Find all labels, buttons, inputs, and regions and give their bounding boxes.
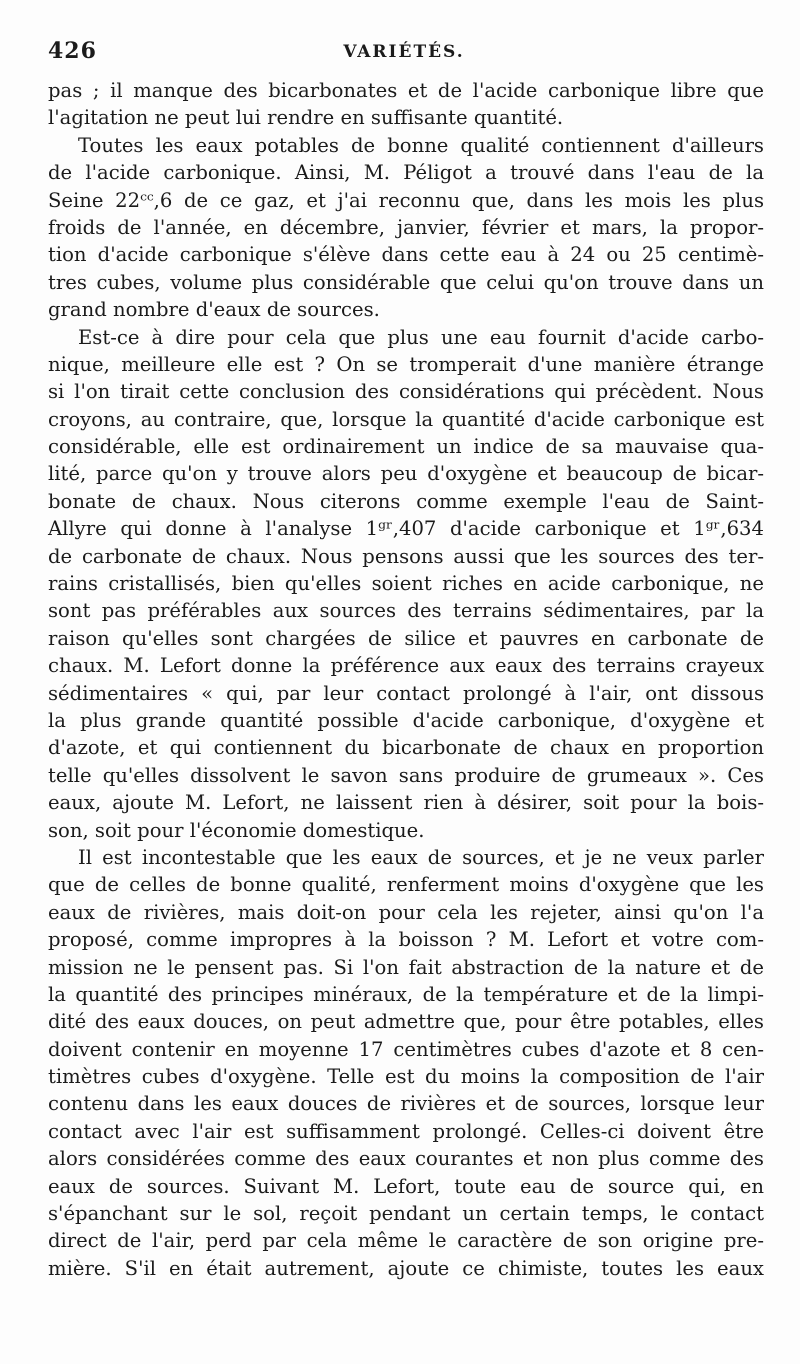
text-line: Il est incontestable que les eaux de sources, et je ne veux parler (78, 845, 764, 869)
text-line: l'agitation ne peut lui rendre en suffisante quantité. (48, 106, 564, 130)
text-line: sédimentaires « qui, par leur contact prolongé à l'air, ont dissous (48, 681, 764, 705)
text-line: de l'acide carbonique. Ainsi, M. Péligot a trouvé dans l'eau de la (48, 161, 764, 185)
text-line: la quantité des principes minéraux, de la température et de la limpi- (48, 982, 764, 1006)
text-line: contenu dans les eaux douces de rivières et de sources, lorsque leur (48, 1092, 764, 1116)
text-line: eaux de rivières, mais doit-on pour cela les rejeter, ainsi qu'on l'a (48, 900, 764, 924)
text-line: considérable, elle est ordinairement un indice de sa mauvaise qua- (48, 435, 764, 459)
text-line: dité des eaux douces, on peut admettre que, pour être potables, elles (48, 1010, 764, 1034)
text-line: proposé, comme impropres à la boisson ? M. Lefort et votre com- (48, 928, 764, 952)
text-line: rains cristallisés, bien qu'elles soient riches en acide carbonique, ne (48, 572, 764, 596)
text-line: mission ne le pensent pas. Si l'on fait abstraction de la nature et de (48, 955, 764, 979)
body-text (48, 77, 764, 1282)
text-line: chaux. M. Lefort donne la préférence aux eaux des terrains crayeux (48, 654, 764, 678)
text-line: bonate de chaux. Nous citerons comme exemple l'eau de Saint- (48, 489, 764, 513)
text-line: tion d'acide carbonique s'élève dans cette eau à 24 ou 25 centimè- (48, 243, 764, 267)
text-line: timètres cubes d'oxygène. Telle est du moins la composition de l'air (48, 1065, 764, 1089)
page-header (48, 38, 760, 78)
text-line: eaux, ajoute M. Lefort, ne laissent rien à désirer, soit pour la bois- (48, 791, 764, 815)
text-line: Est-ce à dire pour cela que plus une eau fournit d'acide carbo- (78, 325, 764, 349)
text-line: Allyre qui donne à l'analyse 1ᵍʳ,407 d'acide carbonique et 1ᵍʳ,634 (48, 517, 764, 541)
text-line: nique, meilleure elle est ? On se tromperait d'une manière étrange (48, 352, 764, 376)
text-line: son, soit pour l'économie domestique. (48, 818, 425, 842)
text-line: raison qu'elles sont chargées de silice et pauvres en carbonate de (48, 626, 764, 650)
page-number: 426 (48, 38, 97, 64)
text-line: Seine 22ᶜᶜ,6 de ce gaz, et j'ai reconnu que, dans les mois les plus (48, 188, 764, 212)
text-line: la plus grande quantité possible d'acide carbonique, d'oxygène et (48, 708, 764, 732)
text-line: que de celles de bonne qualité, renferment moins d'oxygène que les (48, 873, 764, 897)
text-line: d'azote, et qui contiennent du bicarbonate de chaux en proportion (48, 736, 764, 760)
text-line: croyons, au contraire, que, lorsque la quantité d'acide carbonique est (48, 407, 764, 431)
text-line: mière. S'il en était autrement, ajoute ce chimiste, toutes les eaux (48, 1256, 764, 1280)
text-line: eaux de sources. Suivant M. Lefort, toute eau de source qui, en (48, 1174, 764, 1198)
text-line: de carbonate de chaux. Nous pensons aussi que les sources des ter- (48, 544, 764, 568)
text-line: pas ; il manque des bicarbonates et de l'acide carbonique libre que (48, 79, 764, 102)
text-line: froids de l'année, en décembre, janvier, février et mars, la propor- (48, 215, 764, 239)
running-head: VARIÉTÉS. (343, 42, 465, 62)
text-line: telle qu'elles dissolvent le savon sans produire de grumeaux ». Ces (48, 763, 764, 787)
text-line: si l'on tirait cette conclusion des considérations qui précèdent. Nous (48, 380, 764, 404)
text-line: direct de l'air, perd par cela même le caractère de son origine pre- (48, 1229, 764, 1253)
text-line: lité, parce qu'on y trouve alors peu d'oxygène et beaucoup de bicar- (48, 462, 764, 486)
text-line: grand nombre d'eaux de sources. (48, 298, 380, 322)
text-line: Toutes les eaux potables de bonne qualité contiennent d'ailleurs (78, 133, 764, 157)
text-line: tres cubes, volume plus considérable que celui qu'on trouve dans un (48, 270, 764, 294)
text-line: doivent contenir en moyenne 17 centimètres cubes d'azote et 8 cen- (48, 1037, 764, 1061)
text-line: sont pas préférables aux sources des terrains sédimentaires, par la (48, 599, 764, 623)
text-line: contact avec l'air est suffisamment prolongé. Celles-ci doivent être (48, 1119, 764, 1143)
text-line: alors considérées comme des eaux courantes et non plus comme des (48, 1147, 764, 1171)
text-line: s'épanchant sur le sol, reçoit pendant un certain temps, le contact (48, 1202, 764, 1226)
